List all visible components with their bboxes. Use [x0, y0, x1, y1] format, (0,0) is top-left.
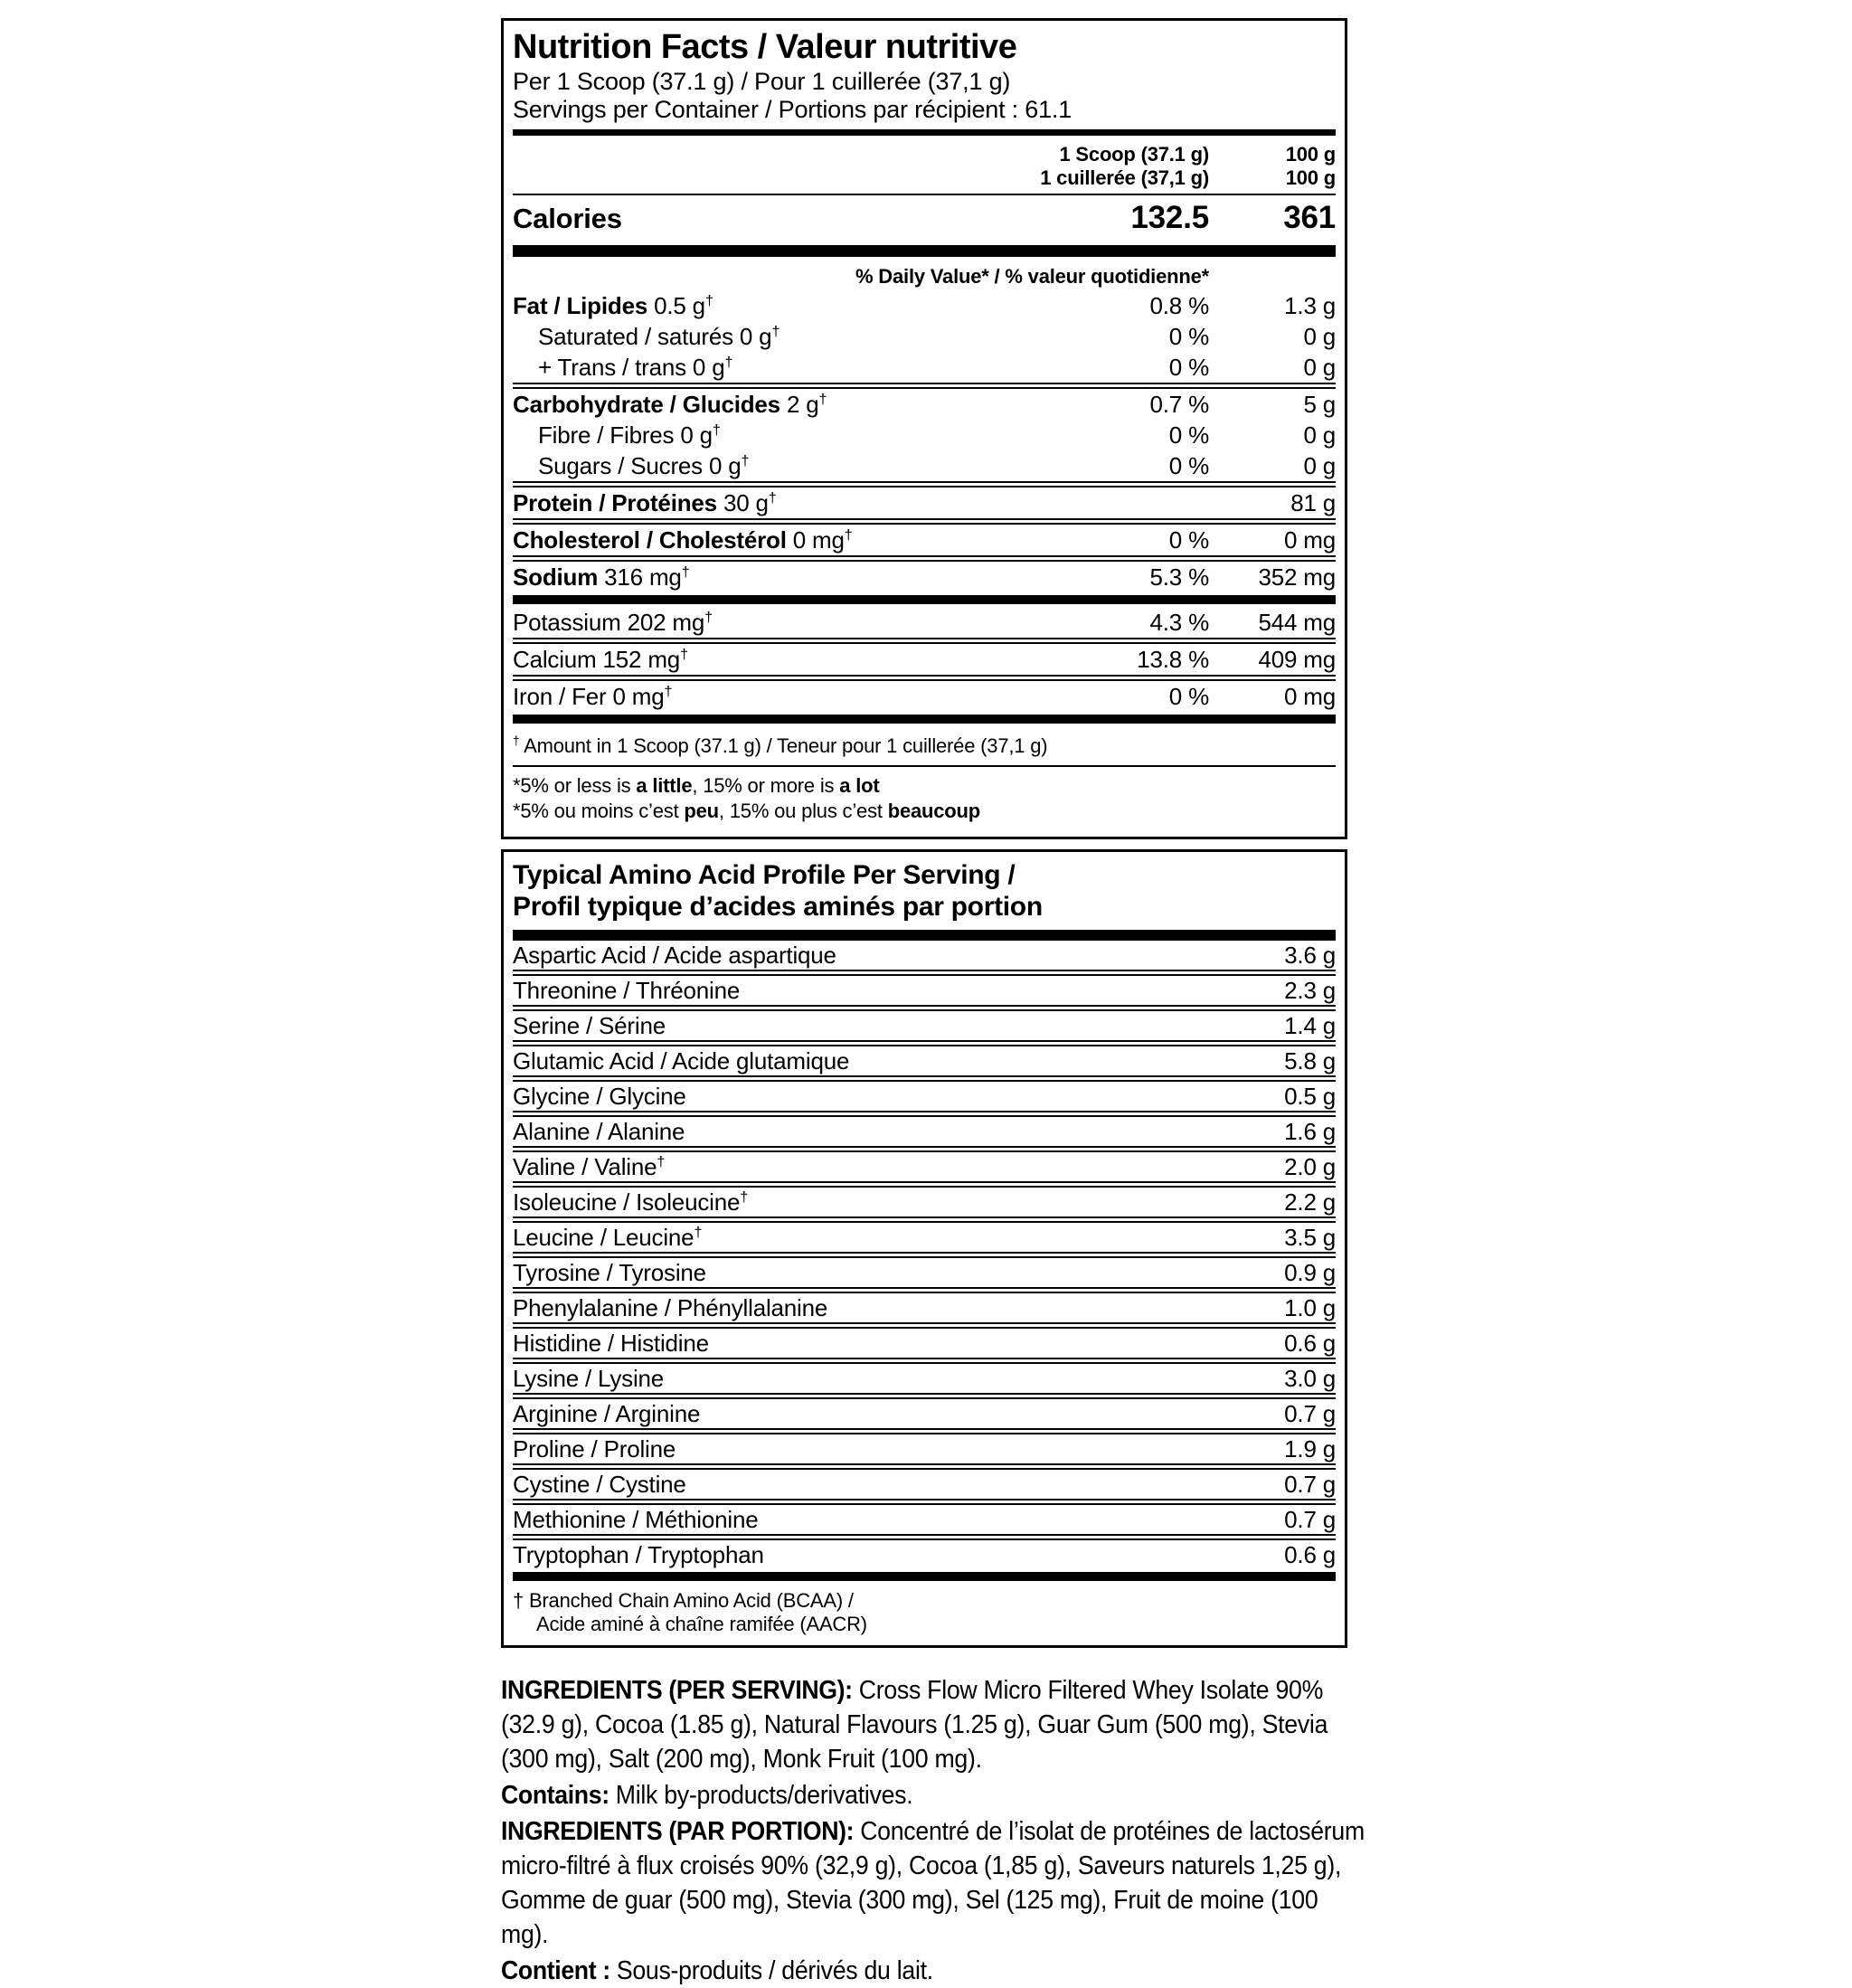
- nutrient-name: Carbohydrate / Glucides: [513, 391, 780, 418]
- footnote-bold: a little: [636, 774, 693, 797]
- amino-row-glutamic-acid: [513, 1046, 1336, 1075]
- amino-value: 0.6 g: [1284, 1541, 1336, 1568]
- amino-label: [513, 1436, 1284, 1463]
- double-divider-line: [513, 1005, 1336, 1011]
- daily-value-percent: 5.3 %: [1149, 563, 1209, 591]
- daily-value-percent: 0.7 %: [1149, 391, 1209, 418]
- double-divider-line: [513, 1040, 1336, 1046]
- amino-value: 0.6 g: [1284, 1330, 1336, 1357]
- ingredients-fr: [501, 1814, 1366, 1952]
- double-divider-line: [513, 1181, 1336, 1188]
- ingredients-section: [501, 1673, 1366, 1988]
- daily-value-percent: 0 %: [1168, 683, 1209, 710]
- dagger-mark: †: [768, 489, 777, 506]
- amino-row-proline: [513, 1434, 1336, 1463]
- amino-value: 3.0 g: [1284, 1365, 1336, 1392]
- divider-bar: [513, 129, 1336, 136]
- amino-row-tryptophan: [513, 1540, 1336, 1569]
- nutrient-label: [513, 609, 1001, 636]
- nutrient-label: [513, 421, 1001, 449]
- amino-row-serine: [513, 1011, 1336, 1040]
- amino-name: Lysine / Lysine: [513, 1365, 665, 1392]
- nutrient-row-iron: [513, 681, 1336, 712]
- amino-row-isoleucine: [513, 1188, 1336, 1216]
- amino-name: Serine / Sérine: [513, 1012, 666, 1039]
- amino-row-leucine: [513, 1223, 1336, 1252]
- amino-label: [513, 1472, 1284, 1498]
- thick-divider-bar: [513, 245, 1336, 257]
- amino-label: [513, 1119, 1284, 1145]
- amino-name: Tryptophan / Tryptophan: [513, 1541, 764, 1568]
- double-divider-line: [513, 1146, 1336, 1152]
- amino-label: [513, 1401, 1284, 1427]
- double-divider-line: [513, 1075, 1336, 1082]
- double-divider-line: [513, 675, 1336, 681]
- amino-name: Proline / Proline: [513, 1435, 676, 1463]
- dagger-mark: †: [818, 391, 827, 408]
- serving-size-line: Per 1 Scoop (37.1 g) / Pour 1 cuillerée (37,1 g): [513, 68, 1011, 95]
- bcaa-footnote-line2: Acide aminé à chaîne ramifée (AACR): [536, 1613, 867, 1635]
- dagger-mark: †: [724, 354, 733, 371]
- amino-row-lysine: [513, 1364, 1336, 1393]
- amino-row-cystine: [513, 1470, 1336, 1499]
- scoop-header-en: 1 Scoop (37.1 g): [1059, 143, 1209, 166]
- nutrient-amount: 0 mg: [786, 526, 845, 554]
- double-divider-line: [513, 1287, 1336, 1293]
- amino-name: Threonine / Thréonine: [513, 977, 741, 1004]
- double-divider-line: [513, 1393, 1336, 1399]
- dagger-mark: †: [844, 526, 853, 544]
- dagger-mark: †: [740, 1188, 748, 1206]
- amino-name: Glutamic Acid / Acide glutamique: [513, 1047, 850, 1074]
- contient-lead: Contient :: [501, 1956, 617, 1985]
- spacer: [1209, 265, 1336, 289]
- dagger-mark: †: [513, 734, 520, 748]
- thick-divider-bar: [513, 715, 1336, 724]
- nutrient-amount: Fibre / Fibres 0 g: [538, 421, 713, 449]
- daily-value-percent: 0 %: [1168, 323, 1209, 350]
- nutrient-amount: 316 mg: [598, 563, 682, 591]
- nutrient-name: Sodium: [513, 563, 599, 591]
- amino-value: 0.5 g: [1284, 1083, 1336, 1110]
- amino-label: [513, 1154, 1284, 1180]
- nutrition-label: [501, 18, 1365, 1988]
- per-scoop-column-header: [1001, 143, 1209, 190]
- per-100g-value: 0 g: [1303, 354, 1336, 381]
- amino-label: [513, 1013, 1284, 1039]
- contient-line: [501, 1954, 1366, 1988]
- nutrient-amount: Calcium 152 mg: [513, 646, 681, 673]
- nutrient-label: [513, 354, 1001, 381]
- double-divider-line: [513, 518, 1336, 525]
- dagger-mark: †: [712, 421, 721, 439]
- nutrient-row-sodium: [513, 562, 1336, 592]
- amino-label: [513, 1048, 1284, 1074]
- amino-name: Leucine / Leucine: [513, 1224, 694, 1251]
- nutrient-amount: 0.5 g: [647, 292, 705, 319]
- nutrient-name: Fat / Lipides: [513, 292, 648, 319]
- amino-label: [513, 1189, 1284, 1216]
- per100-header-line2: 100 g: [1285, 166, 1336, 189]
- double-divider-line: [513, 1322, 1336, 1329]
- contains-lead: Contains:: [501, 1781, 616, 1810]
- per-100g-value: 5 g: [1303, 391, 1336, 418]
- nutrient-amount: Potassium 202 mg: [513, 609, 705, 636]
- amino-title-en: Typical Amino Acid Profile Per Serving /: [513, 860, 1016, 890]
- per-100g-value: 0 g: [1303, 323, 1336, 350]
- nutrient-label: [513, 683, 1001, 710]
- dagger-mark: †: [741, 452, 750, 469]
- dagger-mark: †: [657, 1153, 666, 1170]
- amino-name: Histidine / Histidine: [513, 1330, 709, 1357]
- amino-value: 0.7 g: [1284, 1471, 1336, 1498]
- percent-footnotes: [513, 767, 1336, 828]
- ingredients-en: [501, 1673, 1366, 1776]
- nutrient-row-carbohydrate: [513, 389, 1336, 420]
- footnote-text: *5% or less is: [513, 774, 637, 797]
- nutrient-label: [513, 391, 1001, 418]
- nutrient-row-potassium: [513, 607, 1336, 638]
- dagger-mark: †: [694, 1224, 703, 1241]
- amino-value: 1.0 g: [1284, 1294, 1336, 1321]
- thick-divider-bar: [513, 1572, 1336, 1581]
- amino-label: [513, 1295, 1284, 1321]
- amino-row-histidine: [513, 1329, 1336, 1358]
- daily-value-percent: 0 %: [1168, 421, 1209, 449]
- nutrient-row-saturated: [513, 321, 1336, 352]
- column-header-row: [513, 136, 1336, 194]
- daily-value-percent: 0 %: [1168, 354, 1209, 381]
- daily-value-percent: 0 %: [1168, 526, 1209, 554]
- nutrient-amount: Iron / Fer 0 mg: [513, 683, 665, 710]
- amino-label: [513, 978, 1284, 1004]
- amino-name: Methionine / Méthionine: [513, 1506, 759, 1533]
- footnote-text: Branched Chain Amino Acid (BCAA) /: [524, 1589, 854, 1612]
- footnote-bold: a lot: [839, 774, 880, 797]
- footnote-text: *5% ou moins c’est: [513, 800, 685, 822]
- amino-label: [513, 1366, 1284, 1392]
- amino-value: 1.9 g: [1284, 1435, 1336, 1463]
- nutrient-label: [513, 526, 1001, 554]
- amino-value: 0.7 g: [1284, 1506, 1336, 1533]
- amino-value: 2.3 g: [1284, 977, 1336, 1004]
- amino-row-aspartic-acid: [513, 941, 1336, 970]
- servings-per-container-line: Servings per Container / Portions par récipient : 61.1: [513, 96, 1072, 123]
- double-divider-line: [513, 970, 1336, 976]
- nutrient-row-fat: [513, 290, 1336, 321]
- per-100g-value: 409 mg: [1258, 646, 1336, 673]
- nutrient-amount: Saturated / saturés 0 g: [538, 323, 772, 350]
- amino-name: Cystine / Cystine: [513, 1471, 686, 1498]
- double-divider-line: [513, 481, 1336, 488]
- amount-footnote-text: Amount in 1 Scoop (37.1 g) / Teneur pour 1 cuillerée (37,1 g): [519, 734, 1048, 757]
- per100-header-line1: 100 g: [1285, 143, 1336, 166]
- amino-name: Isoleucine / Isoleucine: [513, 1188, 741, 1216]
- per-100g-value: 544 mg: [1258, 609, 1336, 636]
- amino-value: 2.0 g: [1284, 1153, 1336, 1180]
- double-divider-line: [513, 555, 1336, 562]
- amino-label: [513, 1507, 1284, 1533]
- amino-value: 1.4 g: [1284, 1012, 1336, 1039]
- double-divider-line: [513, 1463, 1336, 1470]
- per-100g-value: 0 mg: [1283, 526, 1336, 554]
- per-100g-value: 0 mg: [1283, 683, 1336, 710]
- percent-footnote-en: [513, 773, 1336, 799]
- double-divider-line: [513, 1358, 1336, 1364]
- ingredients-fr-lead: INGREDIENTS (PAR PORTION):: [501, 1817, 861, 1846]
- amino-name: Alanine / Alanine: [513, 1118, 685, 1145]
- daily-value-percent: 4.3 %: [1149, 609, 1209, 636]
- nutrient-row-cholesterol: [513, 525, 1336, 555]
- amino-name: Valine / Valine: [513, 1153, 657, 1180]
- ingredients-en-lead: INGREDIENTS (PER SERVING):: [501, 1676, 859, 1705]
- double-divider-line: [513, 638, 1336, 644]
- amino-acid-panel: [501, 849, 1347, 1648]
- dagger-mark: †: [771, 323, 780, 340]
- nutrient-amount: 2 g: [780, 391, 819, 418]
- amino-name: Glycine / Glycine: [513, 1083, 686, 1110]
- per-100g-column-header: [1209, 143, 1336, 190]
- nutrient-label: [513, 323, 1001, 350]
- nutrient-row-calcium: [513, 644, 1336, 675]
- per-100g-value: 0 g: [1303, 452, 1336, 479]
- nutrient-label: [513, 489, 1001, 516]
- amino-label: [513, 1084, 1284, 1110]
- nutrient-label: [513, 646, 1001, 673]
- double-divider-line: [513, 1534, 1336, 1540]
- amino-label: [513, 942, 1284, 969]
- nutrient-label: [513, 452, 1001, 479]
- panel-title: Nutrition Facts / Valeur nutritive: [513, 28, 1017, 66]
- per-100g-value: 81 g: [1290, 489, 1336, 516]
- daily-value-header: % Daily Value* / % valeur quotidienne*: [855, 265, 1209, 288]
- calories-label: Calories: [513, 203, 622, 234]
- dagger-mark: †: [704, 609, 713, 626]
- bcaa-footnote-line1: [513, 1589, 1336, 1613]
- amino-name: Arginine / Arginine: [513, 1400, 701, 1427]
- nutrient-row-sugars: [513, 450, 1336, 481]
- double-divider-line: [513, 383, 1336, 389]
- amino-name: Tyrosine / Tyrosine: [513, 1259, 706, 1286]
- calories-row: [513, 195, 1336, 241]
- amino-row-glycine: [513, 1082, 1336, 1111]
- daily-value-percent: 13.8 %: [1137, 646, 1209, 673]
- nutrient-name: Cholesterol / Cholestérol: [513, 526, 787, 554]
- daily-value-percent: 0 %: [1168, 452, 1209, 479]
- nutrient-amount: 30 g: [716, 489, 769, 516]
- amino-label: [513, 1542, 1284, 1568]
- amino-label: [513, 1260, 1284, 1286]
- dagger-mark: †: [513, 1589, 524, 1612]
- ingredients-fr-body: Concentré de l’isolat de protéines de lactosérum micro-filtré à flux croisés 90% (32,9 g), Cocoa (1,85 g), Saveurs naturels 1,25 g), Gomme de guar (500 mg), Stevia (300 mg), Sel (125 mg), Fruit de moine (100 mg).: [501, 1817, 1365, 1949]
- amino-row-methionine: [513, 1505, 1336, 1534]
- nutrient-row-protein: [513, 488, 1336, 518]
- double-divider-line: [513, 1499, 1336, 1505]
- nutrient-name: Protein / Protéines: [513, 489, 717, 516]
- contains-body: Milk by-products/derivatives.: [615, 1781, 913, 1810]
- amino-label: [513, 1225, 1284, 1251]
- dagger-mark: †: [680, 646, 688, 663]
- amino-name: Phenylalanine / Phényllalanine: [513, 1294, 828, 1321]
- footnote-text: , 15% or more is: [692, 774, 840, 797]
- nutrient-row-fibre: [513, 420, 1336, 450]
- amino-row-tyrosine: [513, 1258, 1336, 1287]
- nutrient-amount: Sugars / Sucres 0 g: [538, 452, 742, 479]
- amino-row-valine: [513, 1152, 1336, 1181]
- contains-line: [501, 1778, 1366, 1813]
- dagger-mark: †: [664, 683, 673, 700]
- nutrient-label: [513, 563, 1001, 591]
- footnote-bold: peu: [684, 800, 719, 822]
- nutrient-amount: + Trans / trans 0 g: [538, 354, 725, 381]
- double-divider-line: [513, 1252, 1336, 1258]
- thick-divider-bar: [513, 595, 1336, 604]
- double-divider-line: [513, 1216, 1336, 1223]
- double-divider-line: [513, 1428, 1336, 1434]
- footnote-text: , 15% ou plus c’est: [718, 800, 888, 822]
- amino-value: 3.6 g: [1284, 942, 1336, 969]
- per-100g-value: 0 g: [1303, 421, 1336, 449]
- amino-value: 0.9 g: [1284, 1259, 1336, 1286]
- thick-divider-bar: [513, 930, 1336, 941]
- amino-row-threonine: [513, 976, 1336, 1005]
- amino-value: 2.2 g: [1284, 1188, 1336, 1216]
- nutrition-facts-panel: [501, 18, 1347, 839]
- amino-value: 3.5 g: [1284, 1224, 1336, 1251]
- amino-value: 0.7 g: [1284, 1400, 1336, 1427]
- amino-title-fr: Profil typique d’acides aminés par portion: [513, 892, 1043, 922]
- amino-value: 1.6 g: [1284, 1118, 1336, 1145]
- footnote-bold: beaucoup: [887, 800, 981, 822]
- double-divider-line: [513, 1111, 1336, 1117]
- ingredients-en-body: Cross Flow Micro Filtered Whey Isolate 90% (32.9 g), Cocoa (1.85 g), Natural Flavours (1.25 g), Guar Gum (500 mg), Stevia (300 mg), Salt (200 mg), Monk Fruit (100 mg).: [501, 1676, 1328, 1774]
- nutrient-label: [513, 292, 1001, 319]
- percent-footnote-fr: [513, 799, 1336, 824]
- dagger-mark: †: [704, 292, 713, 309]
- amino-row-arginine: [513, 1399, 1336, 1428]
- scoop-header-fr: 1 cuillerée (37,1 g): [1040, 166, 1209, 189]
- per-100g-value: 1.3 g: [1284, 292, 1336, 319]
- nutrient-row-trans: [513, 352, 1336, 383]
- amino-row-alanine: [513, 1117, 1336, 1146]
- calories-per-100g-value: 361: [1283, 200, 1336, 235]
- amino-name: Aspartic Acid / Acide aspartique: [513, 942, 836, 969]
- amount-footnote: [513, 726, 1336, 765]
- bcaa-footnote: [513, 1584, 1336, 1636]
- daily-value-percent: 0.8 %: [1149, 292, 1209, 319]
- per-100g-value: 352 mg: [1258, 563, 1336, 591]
- amino-label: [513, 1330, 1284, 1357]
- amino-value: 5.8 g: [1284, 1047, 1336, 1074]
- amino-row-phenylalanine: [513, 1293, 1336, 1322]
- calories-per-scoop-value: 132.5: [1130, 200, 1209, 235]
- contient-body: Sous-produits / dérivés du lait.: [616, 1956, 933, 1985]
- daily-value-header-row: [513, 261, 1336, 290]
- dagger-mark: †: [681, 563, 690, 581]
